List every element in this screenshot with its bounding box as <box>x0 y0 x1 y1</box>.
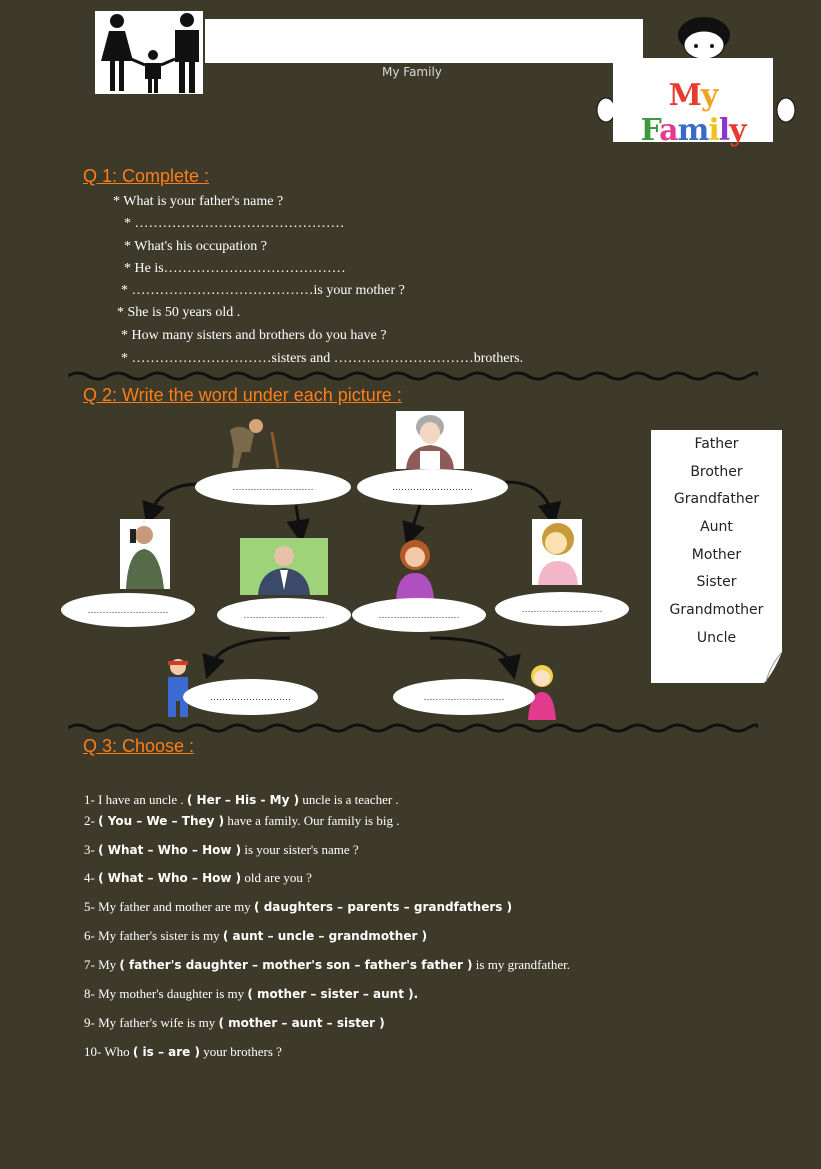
q1-line: * …………………………sisters and …………………………brothers. <box>121 351 524 366</box>
family-pictogram-icon <box>95 11 203 94</box>
logo-text: My Family <box>640 78 746 148</box>
grandmother-icon <box>396 411 464 469</box>
q3-item: 2- ( You – We – They ) have a family. Our family is big . <box>84 813 400 828</box>
wavy-divider <box>68 370 758 382</box>
q1-line: * What's his occupation ? <box>124 239 268 254</box>
answer-oval[interactable]: ……………………… <box>357 469 508 505</box>
q1-line: * …………………………………is your mother ? <box>121 283 405 298</box>
q3-item: 4- ( What – Who – How ) old are you ? <box>84 870 312 885</box>
q3-item: 5- My father and mother are my ( daughters – parents – grandfathers ) <box>84 899 513 914</box>
q1-heading: Q 1: Complete : <box>83 166 210 186</box>
title-box <box>205 19 643 63</box>
answer-oval[interactable]: ……………………… <box>495 592 629 626</box>
wavy-divider <box>68 722 758 734</box>
answer-oval[interactable]: ……………………… <box>217 598 351 632</box>
q2-heading: Q 2: Write the word under each picture : <box>83 385 402 405</box>
businessman-icon <box>240 538 328 595</box>
word-bank-item: Aunt <box>700 519 733 535</box>
q3-heading: Q 3: Choose : <box>83 736 195 756</box>
word-bank-item: Mother <box>691 547 742 563</box>
answer-oval[interactable]: ……………………… <box>61 593 195 627</box>
q3-item: 6- My father's sister is my ( aunt – uncle – grandmother ) <box>84 928 428 943</box>
word-bank-item: Brother <box>690 464 743 480</box>
man-on-phone-icon <box>120 519 170 589</box>
answer-oval[interactable]: ……………………… <box>183 679 318 715</box>
page-curl-icon <box>764 652 782 683</box>
word-bank-item: Uncle <box>696 630 737 646</box>
q1-line: * How many sisters and brothers do you have ? <box>121 328 387 343</box>
word-bank-item: Grandmother <box>669 602 764 618</box>
q3-item: 1- I have an uncle . ( Her – His - My ) uncle is a teacher . <box>84 792 399 807</box>
word-bank-item: Grandfather <box>673 491 760 507</box>
q3-item: 8- My mother's daughter is my ( mother – sister – aunt ). <box>84 986 419 1001</box>
q1-line: * She is 50 years old . <box>117 305 241 320</box>
answer-oval[interactable]: ……………………… <box>352 598 486 632</box>
page-subtitle: My Family <box>382 65 442 79</box>
answer-oval[interactable]: ……………………… <box>195 469 351 505</box>
q3-item: 3- ( What – Who – How ) is your sister's name ? <box>84 842 359 857</box>
q3-item: 10- Who ( is – are ) your brothers ? <box>84 1044 282 1059</box>
answer-oval[interactable]: ……………………… <box>393 679 535 715</box>
q3-item: 9- My father's wife is my ( mother – aunt – sister ) <box>84 1015 385 1030</box>
q1-line: * ……………………………………… <box>124 216 345 231</box>
word-bank-item: Sister <box>696 574 737 590</box>
q1-line: * What is your father's name ? <box>113 194 284 209</box>
q1-line: * He is………………………………… <box>124 261 346 276</box>
grandfather-icon <box>212 412 290 470</box>
word-bank <box>651 430 782 683</box>
aunt-icon <box>532 519 582 585</box>
logo-card <box>613 58 773 148</box>
word-bank-item: Father <box>694 436 739 452</box>
q3-item: 7- My ( father's daughter – mother's son – father's father ) is my grandfather. <box>84 957 571 972</box>
woman-icon <box>392 537 438 599</box>
